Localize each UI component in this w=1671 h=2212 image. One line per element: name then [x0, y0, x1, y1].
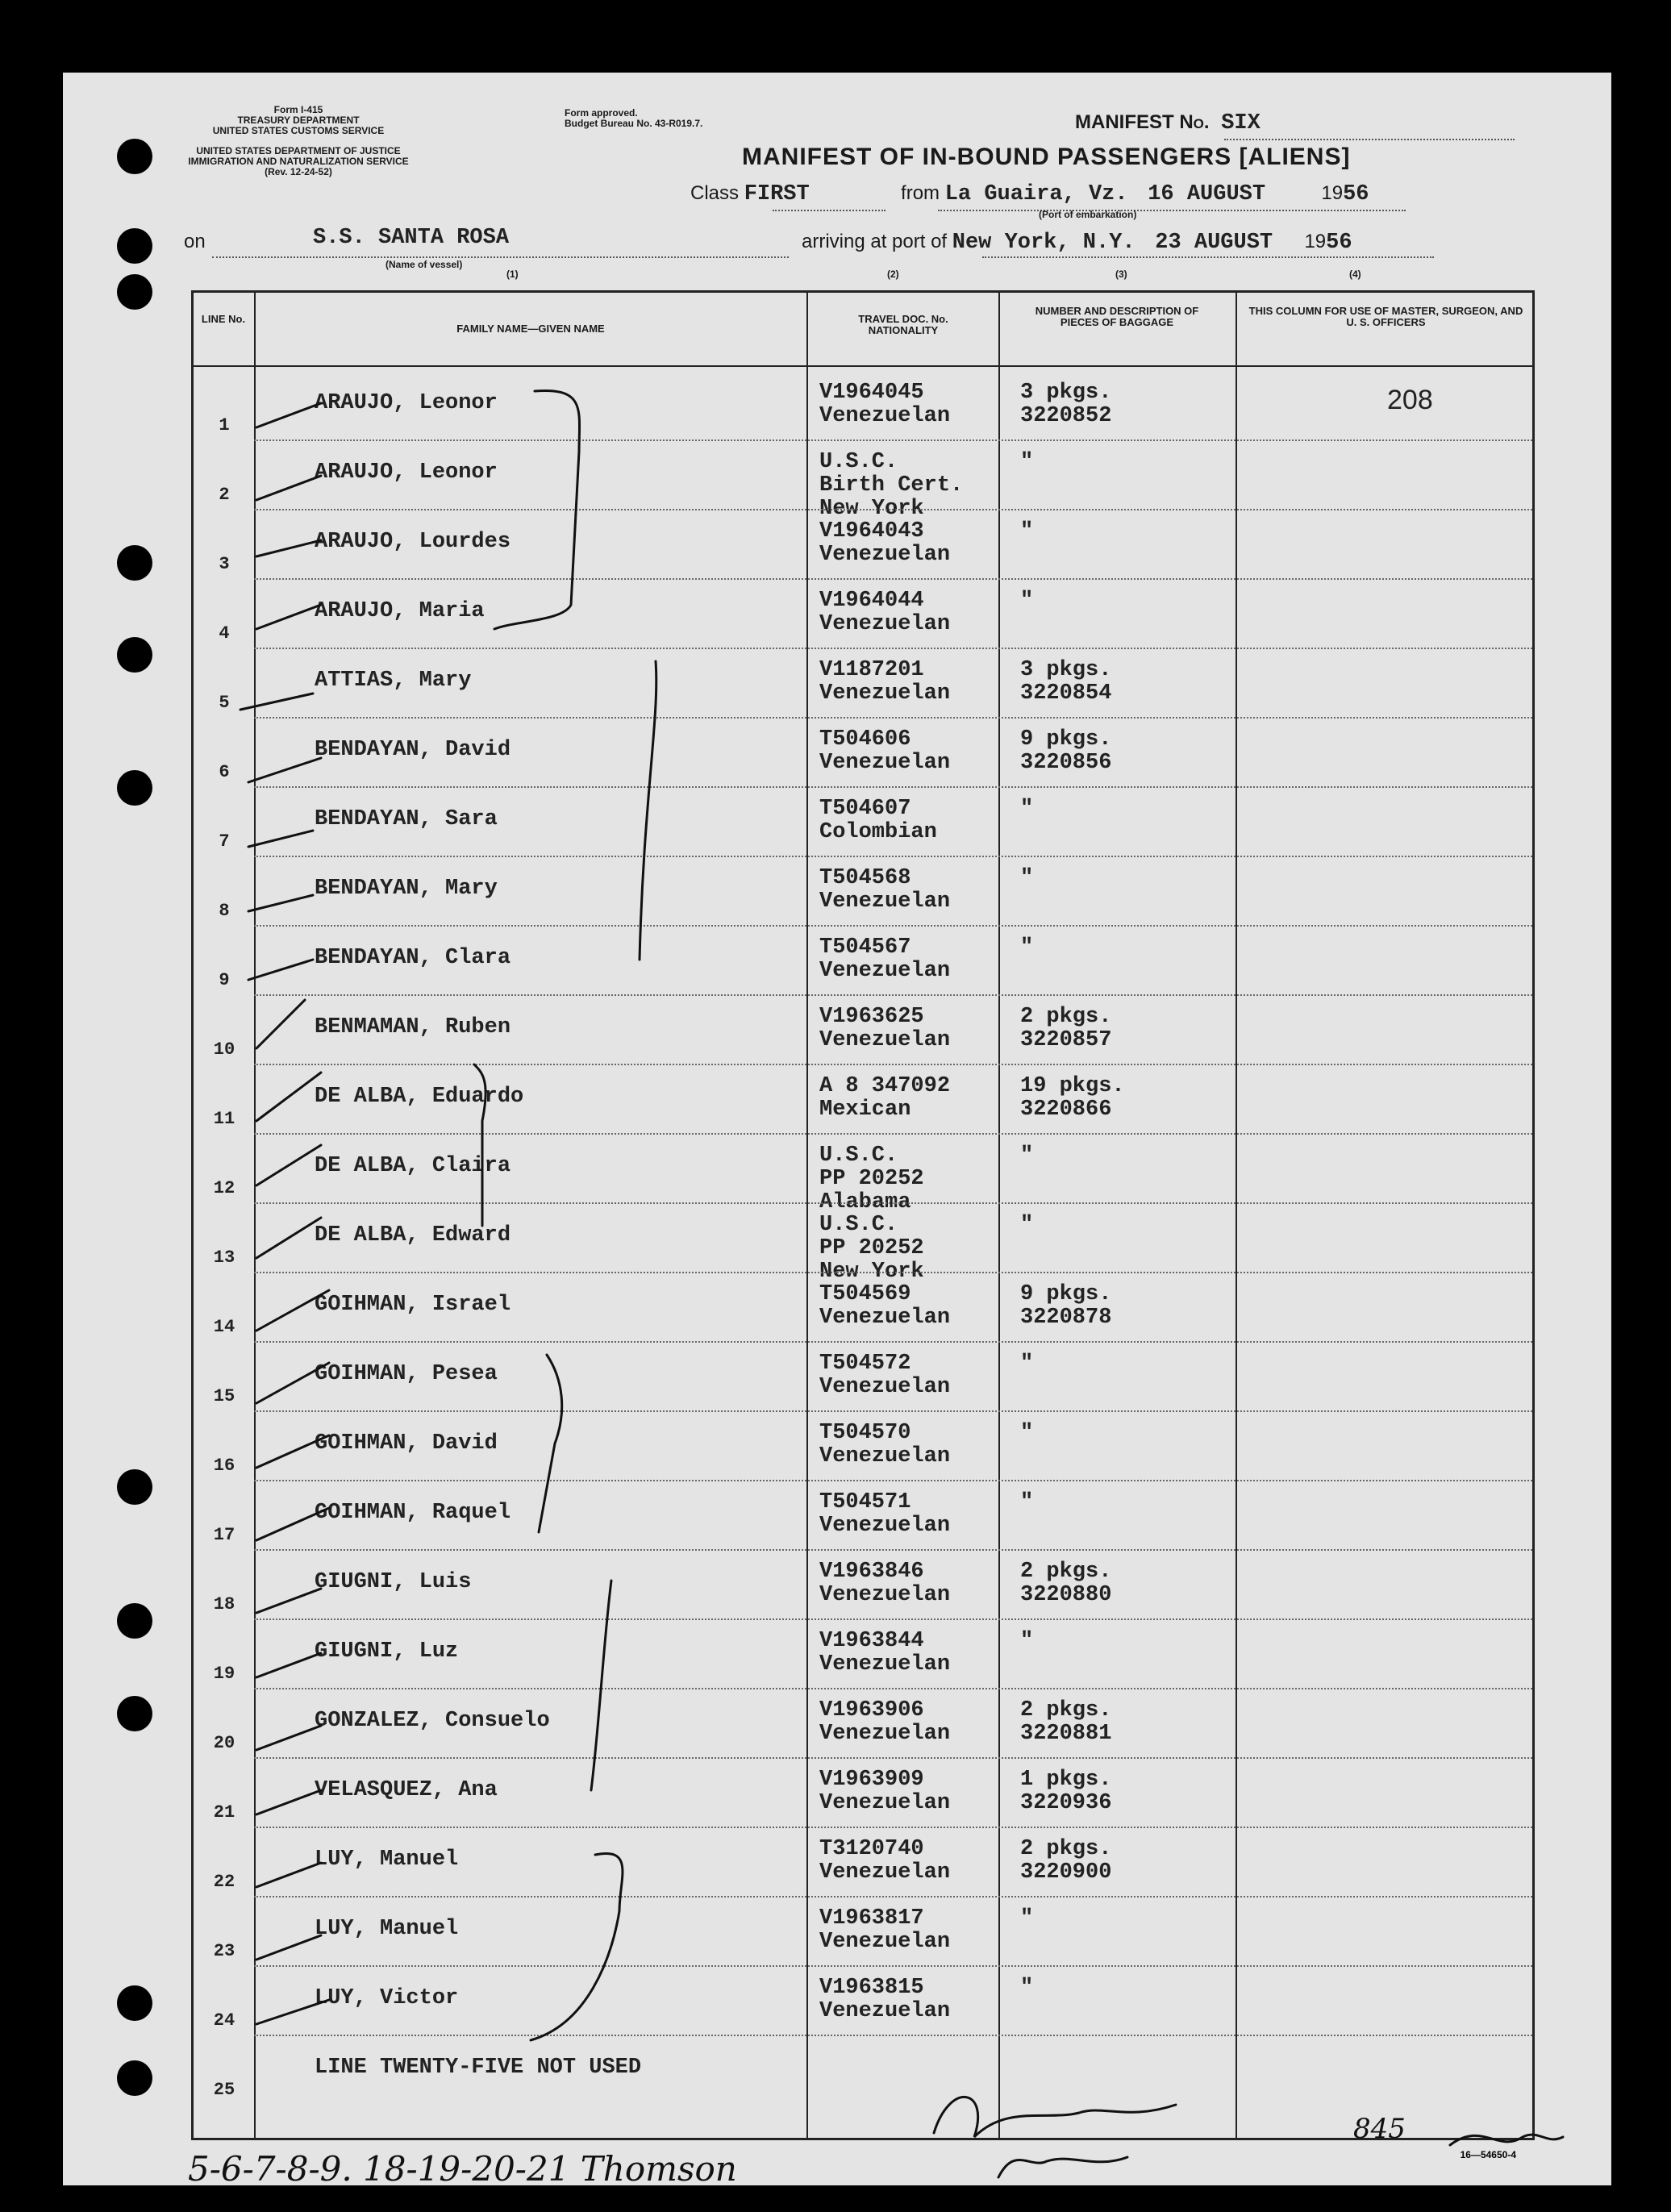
travel-doc-line-1: V1964044 [819, 589, 924, 613]
col-header-baggage: NUMBER AND DESCRIPTION OF PIECES OF BAGGAGE [1035, 305, 1199, 328]
travel-doc-line-1: A 8 347092 [819, 1074, 951, 1098]
manifest-sheet [63, 73, 1611, 2189]
handwritten-line-list: 5-6-7-8-9. 18-19-20-21 Thomson [188, 2149, 737, 2189]
on-label: on [184, 231, 206, 252]
line-number: 24 [213, 2010, 235, 2031]
line-number: 17 [213, 1525, 235, 1545]
bracket-goihman [539, 1355, 562, 1532]
baggage-count: 1 pkgs. [1020, 1768, 1112, 1792]
passenger-name: BENDAYAN, David [315, 738, 511, 762]
line-number: 23 [213, 1941, 235, 1961]
baggage-count: " [1020, 1906, 1034, 1931]
arriving-label: arriving at port of [802, 231, 948, 252]
passenger-name: GOIHMAN, Pesea [315, 1362, 498, 1386]
travel-doc-line-2: Venezuelan [819, 1583, 951, 1607]
binder-hole [117, 545, 152, 581]
from-date: 16 AUGUST [1148, 182, 1266, 206]
baggage-count: " [1020, 1143, 1034, 1168]
travel-doc-line-1: U.S.C. [819, 1213, 898, 1237]
bracket-luy [531, 1853, 623, 2040]
vessel-name: S.S. SANTA ROSA [313, 226, 510, 250]
line-number: 14 [213, 1317, 235, 1337]
col-header-officers: THIS COLUMN FOR USE OF MASTER, SURGEON, AND U. S. OFFICERS [1248, 305, 1523, 328]
vessel-caption: (Name of vessel) [385, 259, 463, 270]
binder-hole [117, 228, 152, 264]
budget-bureau: Budget Bureau No. 43-R019.7. [565, 118, 703, 129]
line-number: 20 [213, 1733, 235, 1753]
travel-doc-line-1: V1963909 [819, 1768, 924, 1792]
treasury-dept: TREASURY DEPARTMENT [237, 115, 360, 126]
bracket-de-alba [474, 1064, 485, 1226]
travel-doc-line-2: Venezuelan [819, 1930, 951, 1954]
travel-doc-line-2: PP 20252 [819, 1236, 924, 1260]
signature-scribble [934, 2097, 1176, 2137]
line-number: 4 [219, 623, 230, 644]
passenger-name: VELASQUEZ, Ana [315, 1778, 498, 1802]
baggage-count: 3 pkgs. [1020, 658, 1112, 682]
baggage-ticket: 3220866 [1020, 1098, 1112, 1122]
passenger-name: LUY, Manuel [315, 1917, 459, 1941]
line-number: 9 [219, 970, 230, 990]
travel-doc-line-1: T504572 [819, 1352, 911, 1376]
passenger-name: ARAUJO, Leonor [315, 460, 498, 485]
travel-doc-line-2: PP 20252 [819, 1167, 924, 1191]
baggage-ticket: 3220878 [1020, 1306, 1112, 1330]
baggage-count: 3 pkgs. [1020, 381, 1112, 405]
handwritten-code: 845 [1353, 2113, 1406, 2145]
travel-doc-line-1: T504606 [819, 727, 911, 752]
travel-doc-line-2: Venezuelan [819, 1028, 951, 1052]
manifest-label: MANIFEST No. [1075, 111, 1210, 133]
justice-dept: UNITED STATES DEPARTMENT OF JUSTICE [196, 145, 401, 156]
baggage-count: 2 pkgs. [1020, 1005, 1112, 1029]
baggage-count: " [1020, 797, 1034, 821]
passenger-name: GOIHMAN, Raquel [315, 1501, 511, 1525]
immigration-service: IMMIGRATION AND NATURALIZATION SERVICE [188, 156, 409, 167]
travel-doc-line-1: V1964043 [819, 519, 924, 544]
line-number: 6 [219, 762, 230, 782]
passenger-name: DE ALBA, Edward [315, 1223, 511, 1248]
passenger-name: LINE TWENTY-FIVE NOT USED [315, 2056, 642, 2080]
bracket-giugni [591, 1581, 611, 1790]
travel-doc-line-2: Venezuelan [819, 612, 951, 636]
travel-doc-line-1: T3120740 [819, 1837, 924, 1861]
baggage-ticket: 3220880 [1020, 1583, 1112, 1607]
passenger-name: GIUGNI, Luis [315, 1570, 472, 1594]
baggage-count: " [1020, 519, 1034, 544]
line-number: 13 [213, 1248, 235, 1268]
binder-hole [117, 637, 152, 673]
travel-doc-line-2: Venezuelan [819, 1514, 951, 1538]
passenger-name: ARAUJO, Lourdes [315, 530, 511, 554]
col-header-name: FAMILY NAME—GIVEN NAME [456, 323, 605, 335]
customs-service: UNITED STATES CUSTOMS SERVICE [212, 125, 385, 136]
travel-doc-line-1: V1963906 [819, 1698, 924, 1723]
col-num-1: (1) [506, 269, 519, 280]
travel-doc-line-2: Venezuelan [819, 404, 951, 428]
col-num-2: (2) [887, 269, 899, 280]
line-number: 19 [213, 1664, 235, 1684]
baggage-count: " [1020, 1976, 1034, 2000]
form-code: 16—54650-4 [1460, 2149, 1516, 2160]
travel-doc-line-2: Venezuelan [819, 889, 951, 914]
passenger-name: ATTIAS, Mary [315, 669, 472, 693]
travel-doc-line-3: Alabama [819, 1190, 911, 1214]
form-number: Form I-415 [273, 104, 323, 115]
travel-doc-line-1: U.S.C. [819, 450, 898, 474]
travel-doc-line-1: V1963815 [819, 1976, 924, 2000]
line-number: 18 [213, 1594, 235, 1614]
line-number: 7 [219, 831, 230, 852]
class-value: FIRST [744, 182, 810, 206]
travel-doc-line-3: New York [819, 497, 924, 521]
baggage-count: " [1020, 450, 1034, 474]
passenger-name: DE ALBA, Claira [315, 1154, 511, 1178]
passenger-name: ARAUJO, Leonor [315, 391, 498, 415]
arrival-year: 56 [1326, 231, 1352, 255]
travel-doc-line-1: V1963817 [819, 1906, 924, 1931]
binder-hole [117, 1696, 152, 1731]
col-num-4: (4) [1349, 269, 1361, 280]
baggage-ticket: 3220857 [1020, 1028, 1112, 1052]
manifest-title: MANIFEST OF IN-BOUND PASSENGERS [ALIENS] [742, 144, 1351, 170]
binder-hole [117, 1469, 152, 1505]
binder-hole [117, 1985, 152, 2021]
bracket-attias-bendayan [640, 661, 656, 960]
travel-doc-line-2: Venezuelan [819, 1722, 951, 1746]
travel-doc-line-2: Venezuelan [819, 1306, 951, 1330]
travel-doc-line-1: U.S.C. [819, 1143, 898, 1168]
baggage-ticket: 3220881 [1020, 1722, 1112, 1746]
travel-doc-line-2: Venezuelan [819, 959, 951, 983]
bracket-araujo [494, 390, 580, 629]
baggage-count: " [1020, 1490, 1034, 1514]
baggage-count: " [1020, 1213, 1034, 1237]
binder-hole [117, 139, 152, 174]
binder-hole [117, 1603, 152, 1639]
travel-doc-line-1: V1963846 [819, 1560, 924, 1584]
passenger-name: BENDAYAN, Clara [315, 946, 511, 970]
baggage-count: " [1020, 866, 1034, 890]
baggage-count: 9 pkgs. [1020, 727, 1112, 752]
passenger-name: LUY, Manuel [315, 1847, 459, 1872]
line-number: 2 [219, 485, 230, 505]
ink-marks [63, 73, 1611, 2185]
baggage-count: 2 pkgs. [1020, 1837, 1112, 1861]
travel-doc-line-1: V1963844 [819, 1629, 924, 1653]
baggage-count: " [1020, 1352, 1034, 1376]
travel-doc-line-2: Venezuelan [819, 751, 951, 775]
passenger-name: LUY, Victor [315, 1986, 459, 2010]
col-num-3: (3) [1115, 269, 1127, 280]
line-number: 3 [219, 554, 230, 574]
class-label: Class [690, 182, 740, 204]
baggage-count: 2 pkgs. [1020, 1560, 1112, 1584]
travel-doc-line-2: Venezuelan [819, 1652, 951, 1677]
revision-date: (Rev. 12-24-52) [265, 166, 332, 177]
travel-doc-line-1: T504568 [819, 866, 911, 890]
binder-hole [117, 274, 152, 310]
travel-doc-line-1: T504569 [819, 1282, 911, 1306]
line-number: 21 [213, 1802, 235, 1823]
travel-doc-line-2: Venezuelan [819, 543, 951, 567]
line-number: 22 [213, 1872, 235, 1892]
passenger-name: BENDAYAN, Mary [315, 877, 498, 901]
col-header-line-no: LINE No. [201, 313, 246, 325]
travel-doc-line-3: New York [819, 1260, 924, 1284]
from-label: from [901, 182, 940, 204]
binder-hole [117, 770, 152, 806]
passenger-name: GONZALEZ, Consuelo [315, 1709, 550, 1733]
baggage-count: 9 pkgs. [1020, 1282, 1112, 1306]
line-number: 8 [219, 901, 230, 921]
baggage-count: 2 pkgs. [1020, 1698, 1112, 1723]
travel-doc-line-2: Venezuelan [819, 681, 951, 706]
from-port: La Guaira, Vz. [944, 182, 1128, 206]
manifest-number: SIX [1221, 111, 1261, 135]
passenger-name: GOIHMAN, Israel [315, 1293, 511, 1317]
officer-note: 208 [1387, 385, 1433, 415]
travel-doc-line-2: Venezuelan [819, 1375, 951, 1399]
travel-doc-line-2: Mexican [819, 1098, 911, 1122]
from-year: 56 [1343, 182, 1369, 206]
from-year-prefix: 19 [1321, 182, 1344, 204]
travel-doc-line-2: Venezuelan [819, 1999, 951, 2023]
baggage-count: " [1020, 935, 1034, 960]
baggage-count: 19 pkgs. [1020, 1074, 1125, 1098]
line-number: 1 [219, 415, 230, 435]
travel-doc-line-2: Colombian [819, 820, 937, 844]
line-number: 15 [213, 1386, 235, 1406]
passenger-name: ARAUJO, Maria [315, 599, 485, 623]
passenger-name: GIUGNI, Luz [315, 1639, 459, 1664]
travel-doc-line-1: V1963625 [819, 1005, 924, 1029]
arrival-date: 23 AUGUST [1155, 231, 1273, 255]
travel-doc-line-1: T504567 [819, 935, 911, 960]
travel-doc-line-2: Venezuelan [819, 1791, 951, 1815]
baggage-count: " [1020, 1421, 1034, 1445]
passenger-name: BENDAYAN, Sara [315, 807, 498, 831]
passenger-name: BENMAMAN, Ruben [315, 1015, 511, 1039]
col-header-travel-doc: TRAVEL DOC. No. NATIONALITY [858, 313, 948, 336]
travel-doc-line-1: T504607 [819, 797, 911, 821]
travel-doc-line-1: T504570 [819, 1421, 911, 1445]
binder-hole [117, 2060, 152, 2096]
travel-doc-line-2: Venezuelan [819, 1860, 951, 1885]
line-number: 25 [213, 2080, 235, 2100]
baggage-ticket: 3220900 [1020, 1860, 1112, 1885]
line-number: 10 [213, 1039, 235, 1060]
passenger-name: DE ALBA, Eduardo [315, 1085, 524, 1109]
line-number: 11 [213, 1109, 235, 1129]
travel-doc-line-1: T504571 [819, 1490, 911, 1514]
baggage-ticket: 3220936 [1020, 1791, 1112, 1815]
baggage-count: " [1020, 589, 1034, 613]
port-embarkation-caption: (Port of embarkation) [1039, 209, 1137, 220]
arrival-year-prefix: 19 [1304, 231, 1327, 252]
baggage-ticket: 3220854 [1020, 681, 1112, 706]
baggage-ticket: 3220852 [1020, 404, 1112, 428]
line-number: 16 [213, 1456, 235, 1476]
arrival-port: New York, N.Y. [952, 231, 1136, 255]
form-approved: Form approved. [565, 107, 638, 119]
travel-doc-line-2: Birth Cert. [819, 473, 964, 498]
line-number: 5 [219, 693, 230, 713]
travel-doc-line-2: Venezuelan [819, 1444, 951, 1468]
line-number: 12 [213, 1178, 235, 1198]
travel-doc-line-1: V1187201 [819, 658, 924, 682]
baggage-ticket: 3220856 [1020, 751, 1112, 775]
travel-doc-line-1: V1964045 [819, 381, 924, 405]
baggage-count: " [1020, 1629, 1034, 1653]
passenger-name: GOIHMAN, David [315, 1431, 498, 1456]
